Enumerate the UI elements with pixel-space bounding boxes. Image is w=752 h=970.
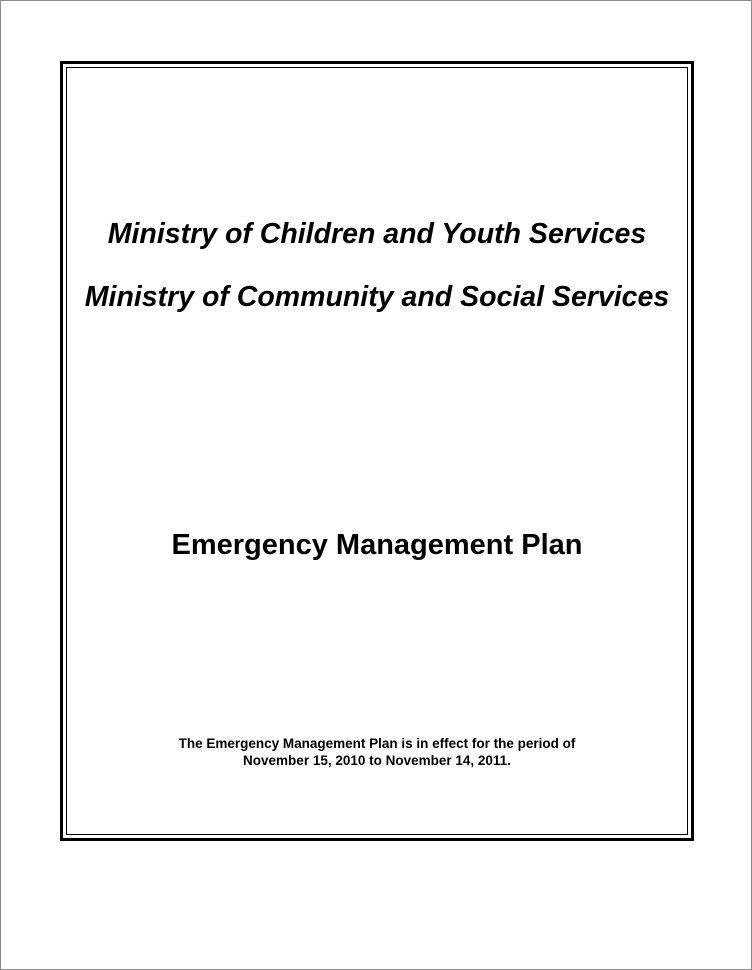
effective-period-line-2: November 15, 2010 to November 14, 2011. [243, 753, 511, 768]
document-title: Emergency Management Plan [171, 529, 583, 561]
effective-period-line-1: The Emergency Management Plan is in effect for the period of [178, 736, 576, 751]
cover-border [60, 61, 694, 841]
ministry-name-community-social: Ministry of Community and Social Services [84, 281, 670, 313]
cover-inner-border [66, 67, 688, 835]
ministry-name-children-youth: Ministry of Children and Youth Services [107, 218, 647, 250]
